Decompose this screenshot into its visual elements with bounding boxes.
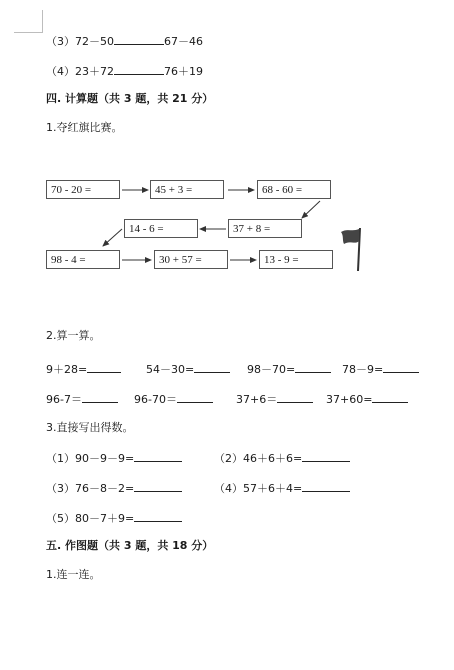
- calc-expr: 78－9=: [342, 363, 384, 376]
- answer-blank[interactable]: [177, 391, 213, 403]
- race-box-1: 70 - 20 =: [46, 180, 120, 199]
- answer-blank[interactable]: [277, 391, 313, 403]
- answer-blank[interactable]: [194, 361, 230, 373]
- direct-item-1: [46, 450, 182, 466]
- answer-blank[interactable]: [82, 391, 118, 403]
- calc-expr: 96-7＝: [46, 393, 82, 406]
- compare-left: 23＋72: [75, 65, 114, 78]
- calc-item: [46, 361, 121, 377]
- race-box-4: 14 - 6 =: [124, 219, 198, 238]
- calc-expr: 98－70=: [247, 363, 296, 376]
- race-box-8: 13 - 9 =: [259, 250, 333, 269]
- answer-blank[interactable]: [134, 480, 182, 492]
- red-flag-icon: [338, 226, 370, 272]
- calc-item: [247, 361, 331, 377]
- calc-expr: 96-70＝: [134, 393, 177, 406]
- calc-expr: 54－30=: [146, 363, 195, 376]
- direct-item-2: [214, 450, 350, 466]
- race-box-6: 98 - 4 =: [46, 250, 120, 269]
- question-3-title: 3.直接写出得数。: [46, 421, 134, 434]
- answer-blank[interactable]: [134, 510, 182, 522]
- direct-expr: （3）76－8－2=: [46, 482, 135, 495]
- race-box-7: 30 + 57 =: [154, 250, 228, 269]
- calc-expr: 37+6＝: [236, 393, 278, 406]
- arrow-down-left-icon: [103, 229, 122, 246]
- compare-right: 76＋19: [164, 65, 203, 78]
- calc-expr: 9＋28=: [46, 363, 88, 376]
- direct-expr: （5）80－7＋9=: [46, 512, 135, 525]
- calc-item: [134, 391, 213, 407]
- race-arrows: [0, 0, 454, 300]
- calc-item: [326, 391, 408, 407]
- answer-blank[interactable]: [134, 450, 182, 462]
- direct-expr: （1）90－9－9=: [46, 452, 135, 465]
- calc-item: [342, 361, 419, 377]
- answer-blank[interactable]: [302, 450, 350, 462]
- answer-blank[interactable]: [295, 361, 331, 373]
- direct-item-5: [46, 510, 182, 526]
- answer-blank[interactable]: [383, 361, 419, 373]
- calc-item: [236, 391, 313, 407]
- compare-left: 72－50: [75, 35, 114, 48]
- race-box-3: 68 - 60 =: [257, 180, 331, 199]
- question-2-title: 2.算一算。: [46, 329, 101, 342]
- compare-number: （4）: [46, 65, 75, 78]
- direct-item-4: [214, 480, 350, 496]
- compare-number: （3）: [46, 35, 75, 48]
- calc-expr: 37+60=: [326, 393, 373, 406]
- question-1-title: 1.夺红旗比赛。: [46, 121, 123, 134]
- section-4-title: 四. 计算题（共 3 题，共 21 分）: [46, 92, 214, 105]
- direct-item-3: [46, 480, 182, 496]
- arrow-down-left-icon: [302, 201, 320, 218]
- direct-expr: （4）57＋6＋4=: [214, 482, 303, 495]
- answer-blank[interactable]: [302, 480, 350, 492]
- section-5-title: 五. 作图题（共 3 题，共 18 分）: [46, 539, 214, 552]
- race-box-5: 37 + 8 =: [228, 219, 302, 238]
- question-5-1-title: 1.连一连。: [46, 568, 101, 581]
- answer-blank[interactable]: [87, 361, 121, 373]
- compare-right: 67－46: [164, 35, 203, 48]
- calc-item: [46, 391, 118, 407]
- race-box-2: 45 + 3 =: [150, 180, 224, 199]
- calc-item: [146, 361, 230, 377]
- direct-expr: （2）46＋6＋6=: [214, 452, 303, 465]
- answer-blank[interactable]: [372, 391, 408, 403]
